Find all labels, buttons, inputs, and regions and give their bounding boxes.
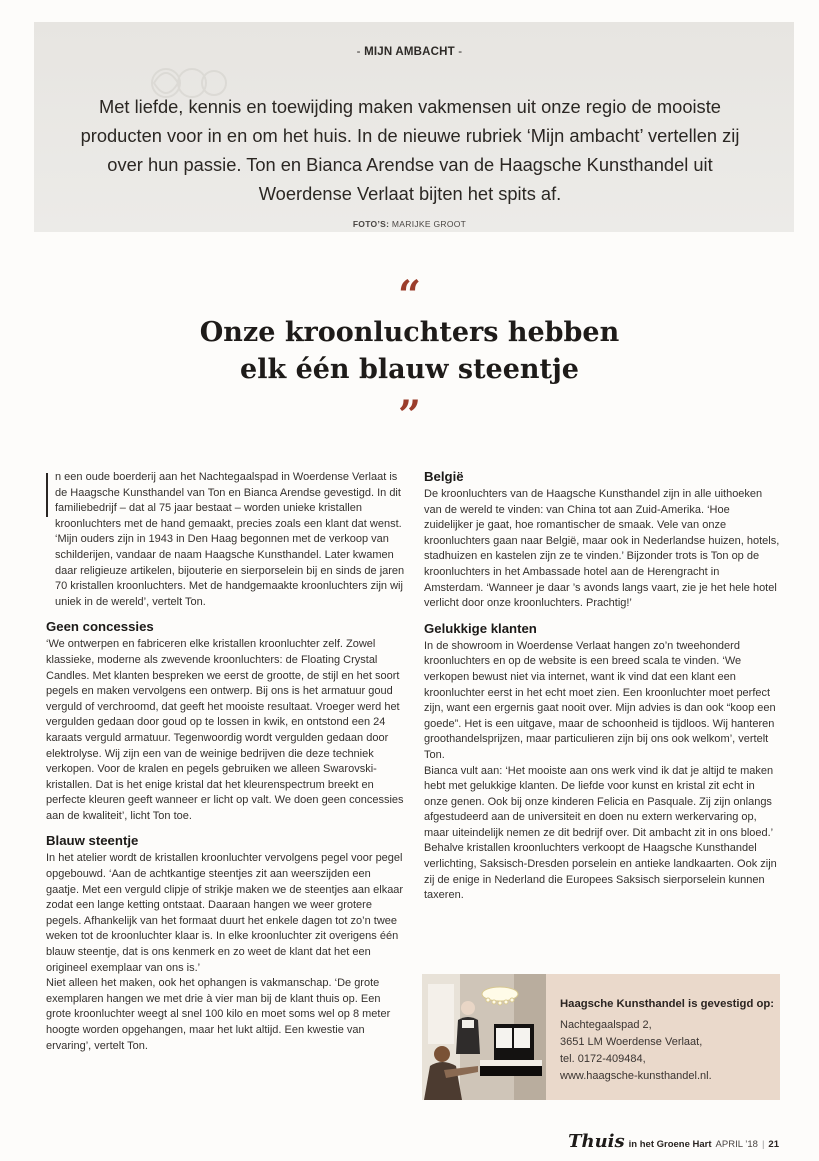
paragraph-blauw-steentje-1: In het atelier wordt de kristallen kroonluchter vervolgens pegel voor pegel opgebouwd. ‘Aan de achtkantige steentjes zit aan weerszijden een gaatje. Met een verguld clipje of strikje maken we de steentjes aan elkaar zodat een lange ketting ontstaat. Daaraan hangen we weer grotere pegels. Afhankelijk van het formaat duurt het enkele dagen tot zo’n twee weken tot de kroonluchter klaar is. In elke kroonluchter zit overigens één blauw steentje, dat is ons kenmerk en zo weet de klant dat het een origineel exemplaar van ons is.’ xyxy=(46,852,404,974)
magazine-logo-tail: in het Groene Hart xyxy=(628,1139,712,1150)
section-label: - MIJN AMBACHT - xyxy=(356,46,463,58)
issue-date: APRIL ’18 xyxy=(715,1139,758,1150)
column-right xyxy=(424,470,780,904)
drop-initial-bar xyxy=(46,473,48,517)
column-left xyxy=(46,470,406,1054)
info-address xyxy=(560,996,776,1085)
heading-belgie: België xyxy=(424,469,464,484)
paragraph-blauw-steentje-2: Niet alleen het maken, ook het ophangen is vakmanschap. ‘De grote exemplaren hangen we met drie à vier man bij de klant thuis op. Een grote kroonluchter weegt al snel 100 kilo en moet soms wel op 8 meter hoogte worden opgehangen, maar het lukt altijd. Een kwestie van ervaring’, vertelt Ton. xyxy=(46,977,391,1052)
magazine-logo: Thuis xyxy=(568,1131,625,1152)
heading-blauw-steentje: Blauw steentje xyxy=(46,833,139,849)
heading-geen-concessies: Geen concessies xyxy=(46,619,154,635)
info-website: www.haagsche-kunsthandel.nl. xyxy=(560,1070,712,1082)
paragraph-geen-concessies: ‘We ontwerpen en fabriceren elke kristallen kroonluchter zelf. Zowel klassieke, moderne als zwevende kroonluchters: de Floating Crystal Candles. Met klanten bespreken we eerst de grootte, de stijl en het soort pegels en maken vervolgens een ontwerp. Bij ons is het armatuur goud verguld of verchroomd, dat geeft het mooiste resultaat. Vroeger werd het vergulden gedaan door goud op te lossen in kwik, en ontstond een 24 karaats verguld armatuur. Tegenwoordig wordt vergulden gedaan door elektrolyse. Wij zijn een van de weinige bedrijven die deze techniek verkopen. Voor de kralen en pegels gebruiken we alleen Swarovski-kristallen. Dat is het enige kristal dat het kleurenspectrum breekt en perfecte kleuren geeft wanneer er licht op valt. We doen geen concessies aan de kwaliteit’, licht Ton toe. xyxy=(46,638,404,822)
quote-open-mark: “ xyxy=(397,272,421,319)
page-number: 21 xyxy=(768,1139,779,1150)
info-street: Nachtegaalspad 2, xyxy=(560,1019,652,1031)
photo-credit: FOTO’S: MARIJKE GROOT xyxy=(352,219,467,229)
paragraph-klanten-2: Bianca vult aan: ‘Het mooiste aan ons werk vind ik dat je altijd te maken hebt met gelukkige klanten. De liefde voor kunst en kristal zit echt in onze genen. Ook bij onze kinderen Felicia en Pasquale. Zij zijn onlangs afgestudeerd aan de universiteit en doen nu extern werkervaring op, maar uiteindelijk nemen ze dit bedrijf over. Dit ambacht zit in ons bloed.’ xyxy=(424,764,774,839)
info-box xyxy=(422,974,780,1100)
intro-text: Met liefde, kennis en toewijding maken vakmensen uit onze regio de mooiste producten voor in en om het huis. In de nieuwe rubriek ‘Mijn ambacht’ vertellen zij over hun passie. Ton en Bianca Arendse van de Haagsche Kunsthandel uit Woerdense Verlaat bijten het spits af. xyxy=(80,96,740,204)
article-intro-paragraph: n een oude boerderij aan het Nachtegaalspad in Woerdense Verlaat is de Haagsche Kunsthandel van Ton en Bianca Arendse gevestigd. In dit familiebedrijf – dat al 75 jaar bestaat – worden unieke kristallen kroonluchters met de hand gemaakt, precies zoals een klant dat wenst. ‘Mijn ouders zijn in 1943 in Den Haag begonnen met de verkoop van schilderijen, vandaar de naam Haagsche Kunsthandel. Later kwamen daar religieuze artikelen, bijouterie en sierporselein bij en sinds de jaren 70 kristallen kroonluchters. Met de handgemaakte kroonluchters zijn wij uniek in de wereld’, vertelt Ton. xyxy=(46,470,406,610)
headline: Onze kroonluchters hebben elk één blauw steentje xyxy=(199,317,620,385)
quote-close-mark: ” xyxy=(397,392,421,439)
info-phone: tel. 0172-409484, xyxy=(560,1053,646,1065)
heading-gelukkige-klanten: Gelukkige klanten xyxy=(424,620,537,636)
showroom-photo-illustration xyxy=(422,974,546,1100)
paragraph-klanten-3: Behalve kristallen kroonluchters verkoopt de Haagsche Kunsthandel verlichting, Saksisch-Dresden porselein en antieke landkaarten. Ook zijn zij de enige in Nederland die Europees Saksisch sierporselein kunnen taxeren. xyxy=(424,842,777,902)
page-footer xyxy=(568,1131,779,1152)
info-title: Haagsche Kunsthandel is gevestigd op: xyxy=(560,998,775,1010)
photo-piano-showroom xyxy=(422,974,546,1100)
info-postcode: 3651 LM Woerdense Verlaat, xyxy=(560,1036,703,1048)
paragraph-klanten-1: In de showroom in Woerdense Verlaat hangen zo’n tweehonderd kroonluchters en op de website is een breed scala te vinden. ‘We verkopen bewust niet via internet, want ik vind dat een klant een kroonluchter eerst in het echt moet zien. Een kroonluchter moet perfect zijn, want een ergernis gaat nooit over. Mijn advies is dan ook “koop een goede”. Het is een uitgave, maar de schoonheid is tijdloos. Wij hanteren groothandelsprijzen, maar particulieren zijn bij ons ook welkom’, vertelt Ton. xyxy=(424,639,776,761)
footer-separator: | xyxy=(761,1139,765,1150)
paragraph-belgie: De kroonluchters van de Haagsche Kunsthandel zijn in alle uithoeken van de wereld te vinden: van China tot aan Zuid-Amerika. ‘Hoe zuidelijker je gaat, hoe romantischer de smaak. Vele van onze kroonluchters gaan naar België, maar ook in Nederlandse huizen, hotels, stadhuizen en kastelen zijn ze te vinden.’ Bijzonder trots is Ton op de kroonluchters in het Ambassade hotel aan de Herengracht in Amsterdam. ‘Wanneer je daar ’s avonds langs vaart, zie je het hele hotel verlicht door onze kroonluchters. Prachtig!’ xyxy=(424,488,780,610)
